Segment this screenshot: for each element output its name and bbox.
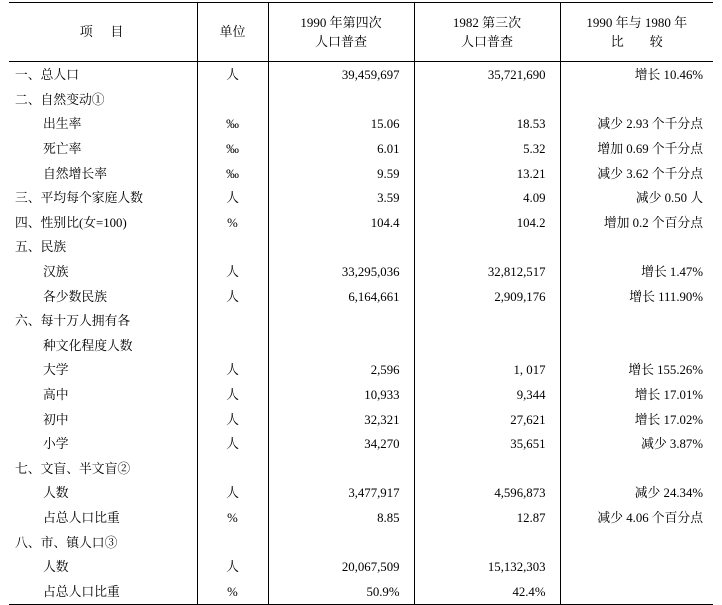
row-label: 六、每十万人拥有各 bbox=[15, 314, 131, 329]
table-row bbox=[9, 112, 713, 137]
row-comparison: 增长 17.02% bbox=[560, 407, 713, 432]
column-header-unit bbox=[197, 3, 268, 62]
row-unit: ‰ bbox=[197, 137, 268, 162]
row-unit: 人 bbox=[197, 407, 268, 432]
row-comparison: 减少 3.87% bbox=[560, 432, 713, 457]
row-comparison bbox=[560, 88, 713, 113]
row-comparison: 增长 155.26% bbox=[560, 358, 713, 383]
row-value-1982: 27,621 bbox=[414, 407, 560, 432]
row-comparison: 增长 10.46% bbox=[560, 62, 713, 88]
table-row bbox=[9, 407, 713, 432]
row-value-1990: 20,067,509 bbox=[268, 555, 414, 580]
row-label: 七、文盲、半文盲② bbox=[15, 461, 131, 476]
row-comparison: 减少 2.93 个千分点 bbox=[560, 112, 713, 137]
row-value-1982: 13.21 bbox=[414, 161, 560, 186]
table-row bbox=[9, 432, 713, 457]
row-comparison: 减少 4.06 个百分点 bbox=[560, 506, 713, 531]
row-value-1982: 9,344 bbox=[414, 383, 560, 408]
row-comparison bbox=[560, 235, 713, 260]
row-value-1982: 18.53 bbox=[414, 112, 560, 137]
table-row bbox=[9, 506, 713, 531]
row-value-1982: 2,909,176 bbox=[414, 284, 560, 309]
header-line: 项 目 bbox=[79, 24, 126, 40]
row-comparison bbox=[560, 334, 713, 359]
row-value-1990: 9.59 bbox=[268, 161, 414, 186]
row-label: 自然增长率 bbox=[43, 166, 107, 181]
row-value-1982: 4,596,873 bbox=[414, 481, 560, 506]
row-comparison: 增加 0.69 个千分点 bbox=[560, 137, 713, 162]
header-line: 人口普查 bbox=[314, 34, 367, 49]
row-unit: 人 bbox=[197, 481, 268, 506]
row-comparison: 减少 24.34% bbox=[560, 481, 713, 506]
row-value-1982: 104.2 bbox=[414, 211, 560, 236]
row-label: 八、市、镇人口③ bbox=[15, 535, 118, 550]
row-value-1982 bbox=[414, 334, 560, 359]
row-unit: % bbox=[197, 506, 268, 531]
row-unit: % bbox=[197, 211, 268, 236]
row-value-1990 bbox=[268, 235, 414, 260]
column-header-item bbox=[9, 3, 197, 62]
row-label: 种文化程度人数 bbox=[43, 338, 133, 353]
row-unit: % bbox=[197, 579, 268, 604]
row-value-1990 bbox=[268, 334, 414, 359]
row-value-1982 bbox=[414, 235, 560, 260]
row-label: 占总人口比重 bbox=[9, 579, 197, 604]
row-value-1990: 3,477,917 bbox=[268, 481, 414, 506]
row-value-1990: 104.4 bbox=[268, 211, 414, 236]
header-line: 1990 年第四次 bbox=[300, 14, 382, 30]
row-label: 三、平均每个家庭人数 bbox=[15, 191, 143, 206]
row-value-1990: 50.9% bbox=[268, 579, 414, 604]
table-row bbox=[9, 211, 713, 236]
row-label: 一、总人口 bbox=[15, 68, 79, 83]
row-unit: 人 bbox=[197, 555, 268, 580]
row-value-1990: 39,459,697 bbox=[268, 62, 414, 88]
table-row bbox=[9, 309, 713, 334]
table-row bbox=[9, 88, 713, 113]
table-row bbox=[9, 62, 713, 88]
row-value-1982: 32,812,517 bbox=[414, 260, 560, 285]
row-value-1982 bbox=[414, 88, 560, 113]
column-header-comparison bbox=[560, 3, 713, 62]
row-value-1990: 10,933 bbox=[268, 383, 414, 408]
row-label: 汉族 bbox=[43, 265, 69, 280]
row-unit: 人 bbox=[197, 260, 268, 285]
row-comparison: 减少 3.62 个千分点 bbox=[560, 161, 713, 186]
row-value-1982 bbox=[414, 530, 560, 555]
table-header bbox=[9, 3, 713, 62]
row-comparison: 增长 17.01% bbox=[560, 383, 713, 408]
row-label: 人数 bbox=[43, 560, 69, 575]
row-unit: 人 bbox=[197, 383, 268, 408]
table-row bbox=[9, 334, 713, 359]
row-value-1990: 2,596 bbox=[268, 358, 414, 383]
row-unit: ‰ bbox=[197, 161, 268, 186]
row-unit: 人 bbox=[197, 186, 268, 211]
row-label: 高中 bbox=[43, 387, 69, 402]
row-unit bbox=[197, 235, 268, 260]
table-row bbox=[9, 481, 713, 506]
table-row bbox=[9, 284, 713, 309]
row-value-1990 bbox=[268, 530, 414, 555]
row-value-1990 bbox=[268, 309, 414, 334]
census-comparison-table bbox=[9, 2, 713, 605]
row-value-1982: 42.4% bbox=[414, 579, 560, 604]
row-unit bbox=[197, 309, 268, 334]
column-header-census-1982 bbox=[414, 3, 560, 62]
header-row bbox=[9, 3, 713, 62]
table-row bbox=[9, 530, 713, 555]
table-row bbox=[9, 383, 713, 408]
row-label: 小学 bbox=[43, 437, 69, 452]
row-unit: 人 bbox=[197, 432, 268, 457]
row-value-1990 bbox=[268, 457, 414, 482]
row-comparison: 增长 1.47% bbox=[560, 260, 713, 285]
row-label: 四、性别比(女=100) bbox=[15, 215, 127, 230]
row-unit: ‰ bbox=[197, 112, 268, 137]
row-value-1982: 4.09 bbox=[414, 186, 560, 211]
row-value-1982 bbox=[414, 309, 560, 334]
row-label: 初中 bbox=[43, 412, 69, 427]
table-row bbox=[9, 235, 713, 260]
row-value-1990: 6.01 bbox=[268, 137, 414, 162]
row-comparison bbox=[560, 530, 713, 555]
table-row bbox=[9, 555, 713, 580]
row-value-1982: 1, 017 bbox=[414, 358, 560, 383]
row-label: 各少数民族 bbox=[43, 289, 107, 304]
row-label: 死亡率 bbox=[43, 142, 82, 157]
row-value-1982: 35,651 bbox=[414, 432, 560, 457]
row-label: 人数 bbox=[43, 486, 69, 501]
row-value-1982: 12.87 bbox=[414, 506, 560, 531]
row-comparison: 增加 0.2 个百分点 bbox=[560, 211, 713, 236]
header-line: 比 较 bbox=[610, 34, 663, 49]
row-label: 占总人口比重 bbox=[43, 510, 120, 525]
row-comparison bbox=[560, 309, 713, 334]
row-value-1990: 8.85 bbox=[268, 506, 414, 531]
row-unit bbox=[197, 457, 268, 482]
column-header-census-1990 bbox=[268, 3, 414, 62]
row-unit: 人 bbox=[197, 358, 268, 383]
table-body bbox=[9, 62, 713, 605]
row-comparison bbox=[560, 457, 713, 482]
row-comparison bbox=[560, 579, 713, 604]
row-comparison: 增长 111.90% bbox=[560, 284, 713, 309]
row-value-1990: 6,164,661 bbox=[268, 284, 414, 309]
table-row bbox=[9, 137, 713, 162]
row-comparison: 减少 0.50 人 bbox=[560, 186, 713, 211]
header-line: 1982 第三次 bbox=[452, 14, 522, 30]
header-line: 1990 年与 1980 年 bbox=[586, 14, 688, 30]
row-value-1990: 34,270 bbox=[268, 432, 414, 457]
row-value-1982: 35,721,690 bbox=[414, 62, 560, 88]
table-row bbox=[9, 457, 713, 482]
row-value-1990: 3.59 bbox=[268, 186, 414, 211]
row-label: 出生率 bbox=[43, 117, 82, 132]
header-line: 单位 bbox=[219, 24, 246, 40]
row-unit bbox=[197, 88, 268, 113]
table-row bbox=[9, 579, 713, 604]
row-value-1982: 15,132,303 bbox=[414, 555, 560, 580]
row-value-1982 bbox=[414, 457, 560, 482]
row-value-1990: 33,295,036 bbox=[268, 260, 414, 285]
row-value-1990: 32,321 bbox=[268, 407, 414, 432]
row-unit bbox=[197, 334, 268, 359]
row-unit bbox=[197, 530, 268, 555]
census-table-page bbox=[0, 2, 722, 599]
table-row bbox=[9, 161, 713, 186]
table-row bbox=[9, 186, 713, 211]
row-value-1982: 5.32 bbox=[414, 137, 560, 162]
row-label: 五、民族 bbox=[15, 240, 67, 255]
row-comparison bbox=[560, 555, 713, 580]
row-unit: 人 bbox=[197, 284, 268, 309]
row-label: 二、自然变动① bbox=[15, 92, 105, 107]
table-row bbox=[9, 358, 713, 383]
header-line: 人口普查 bbox=[460, 34, 513, 49]
row-label: 大学 bbox=[43, 363, 69, 378]
row-unit: 人 bbox=[197, 62, 268, 88]
row-value-1990 bbox=[268, 88, 414, 113]
table-row bbox=[9, 260, 713, 285]
row-value-1990: 15.06 bbox=[268, 112, 414, 137]
